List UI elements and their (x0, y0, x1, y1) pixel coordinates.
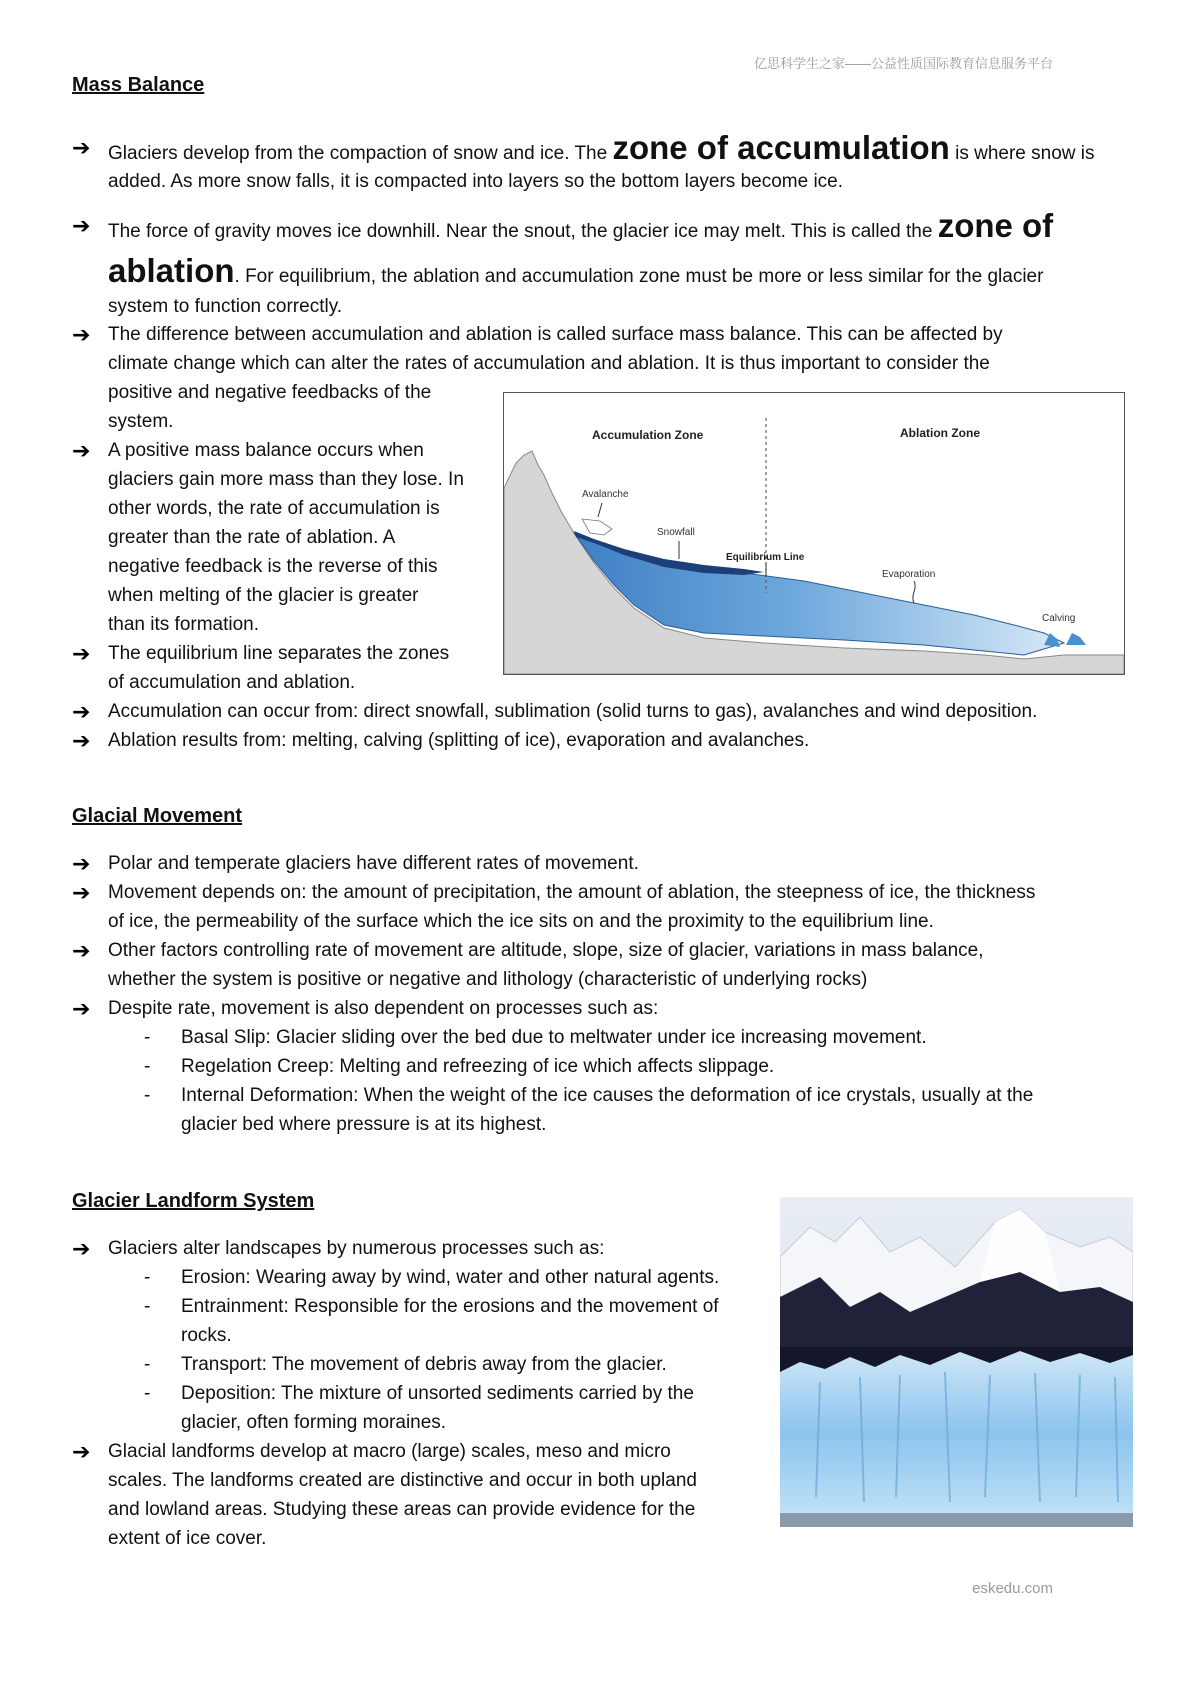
bullet-text: glaciers gain more mass than they lose. In (108, 469, 464, 490)
bullet-text: Ablation results from: melting, calving (splitting of ice), evaporation and avalanches. (108, 730, 810, 751)
arrow-icon: ➔ (72, 322, 91, 347)
bullet-text: Glaciers develop from the compaction of snow and ice. The zone of accumulation is where snow is (108, 129, 1095, 166)
arrow-icon: ➔ (72, 213, 91, 238)
label-snowfall: Snowfall (657, 527, 695, 538)
sub-bullet-text: Deposition: The mixture of unsorted sediments carried by the (181, 1383, 694, 1404)
arrow-icon: ➔ (72, 699, 91, 724)
label-avalanche: Avalanche (582, 489, 629, 500)
bullet-text: Glacial landforms develop at macro (large) scales, meso and micro (108, 1441, 671, 1462)
bullet-text: greater than the rate of ablation. A (108, 527, 396, 548)
avalanche-arrow (598, 503, 602, 517)
bullet-text: Polar and temperate glaciers have different rates of movement. (108, 853, 639, 874)
bullet-text: of ice, the permeability of the surface which the ice sits on and the proximity to the equilibrium line. (108, 911, 934, 932)
bullet-text: Accumulation can occur from: direct snowfall, sublimation (solid turns to gas), avalanches and wind deposition. (108, 701, 1038, 722)
section-heading-glacial-movement: Glacial Movement (72, 805, 243, 827)
key-term: zone of (937, 207, 1054, 244)
sub-bullet-text: Internal Deformation: When the weight of the ice causes the deformation of ice crystals, usually at the (181, 1085, 1034, 1106)
arrow-icon: ➔ (72, 641, 91, 666)
arrow-icon: ➔ (72, 996, 91, 1021)
arrow-icon: ➔ (72, 728, 91, 753)
bullet-text: when melting of the glacier is greater (108, 585, 419, 606)
sub-bullet-text: glacier bed where pressure is at its highest. (181, 1114, 547, 1135)
sub-bullet-text: Erosion: Wearing away by wind, water and other natural agents. (181, 1267, 720, 1288)
bullet-text: positive and negative feedbacks of the (108, 382, 432, 403)
section-heading-mass-balance: Mass Balance (72, 74, 205, 96)
sub-bullet-text: Regelation Creep: Melting and refreezing of ice which affects slippage. (181, 1056, 775, 1077)
dash-marker: - (144, 1027, 151, 1048)
bullet-text: Other factors controlling rate of movement are altitude, slope, size of glacier, variations in mass balance, (108, 940, 984, 961)
key-term: ablation (108, 252, 235, 289)
bullet-text: scales. The landforms created are distinctive and occur in both upland (108, 1470, 697, 1491)
arrow-icon: ➔ (72, 1236, 91, 1261)
bullet-text: and lowland areas. Studying these areas can provide evidence for the (108, 1499, 696, 1520)
avalanche-debris-shape (582, 519, 612, 535)
bullet-text: system. (108, 411, 174, 432)
bullet-text: The difference between accumulation and ablation is called surface mass balance. This can be affected by (108, 324, 1003, 345)
label-calving: Calving (1042, 613, 1076, 624)
bullet-text: than its formation. (108, 614, 260, 635)
iceberg-shape (1066, 633, 1086, 645)
arrow-icon: ➔ (72, 438, 91, 463)
dash-marker: - (144, 1354, 151, 1375)
bullet-text: system to function correctly. (108, 296, 343, 317)
arrow-icon: ➔ (72, 880, 91, 905)
diagram-svg (504, 393, 1124, 674)
key-term: zone of accumulation (612, 129, 950, 166)
label-accumulation-zone: Accumulation Zone (592, 428, 704, 442)
dash-marker: - (144, 1296, 151, 1317)
glacier-photo-svg (780, 1197, 1133, 1527)
dash-marker: - (144, 1085, 151, 1106)
bullet-text: whether the system is positive or negative and lithology (characteristic of underlying rocks) (108, 969, 868, 990)
label-equilibrium-line: Equilibrium Line (726, 552, 805, 563)
bullet-text: The force of gravity moves ice downhill. Near the snout, the glacier ice may melt. This is called the zone of (108, 207, 1054, 244)
sub-bullet-text: Entrainment: Responsible for the erosions and the movement of (181, 1296, 719, 1317)
glacier-mass-balance-diagram (503, 392, 1125, 675)
bullet-text: extent of ice cover. (108, 1528, 267, 1549)
watermark-header: 亿思科学生之家——公益性质国际教育信息服务平台 (753, 56, 1053, 71)
section-heading-landform-system: Glacier Landform System (72, 1190, 315, 1212)
water (780, 1513, 1133, 1527)
sub-bullet-text: rocks. (181, 1325, 232, 1346)
bullet-text: climate change which can alter the rates of accumulation and ablation. It is thus important to consider the (108, 353, 990, 374)
bullet-text: negative feedback is the reverse of this (108, 556, 438, 577)
glacier-photo (780, 1197, 1133, 1527)
dash-marker: - (144, 1267, 151, 1288)
bullet-text: The equilibrium line separates the zones (108, 643, 450, 664)
bullet-text: Despite rate, movement is also dependent on processes such as: (108, 998, 659, 1019)
bullet-text: A positive mass balance occurs when (108, 440, 424, 461)
evaporation-arrow (913, 581, 915, 603)
sub-bullet-text: Transport: The movement of debris away from the glacier. (181, 1354, 667, 1375)
arrow-icon: ➔ (72, 1439, 91, 1464)
label-ablation-zone: Ablation Zone (900, 426, 980, 440)
arrow-icon: ➔ (72, 851, 91, 876)
sub-bullet-text: glacier, often forming moraines. (181, 1412, 447, 1433)
dash-marker: - (144, 1056, 151, 1077)
sub-bullet-text: Basal Slip: Glacier sliding over the bed due to meltwater under ice increasing movement. (181, 1027, 927, 1048)
bullet-text: other words, the rate of accumulation is (108, 498, 440, 519)
bullet-text: added. As more snow falls, it is compacted into layers so the bottom layers become ice. (108, 171, 844, 192)
arrow-icon: ➔ (72, 938, 91, 963)
bullet-text: ablation. For equilibrium, the ablation and accumulation zone must be more or less similar for the glacier (108, 252, 1044, 289)
label-evaporation: Evaporation (882, 569, 936, 580)
bullet-text: Movement depends on: the amount of precipitation, the amount of ablation, the steepness of ice, the thickness (108, 882, 1036, 903)
bullet-text: of accumulation and ablation. (108, 672, 356, 693)
dash-marker: - (144, 1383, 151, 1404)
watermark-footer: eskedu.com (972, 1580, 1053, 1597)
arrow-icon: ➔ (72, 135, 91, 160)
bullet-text: Glaciers alter landscapes by numerous processes such as: (108, 1238, 605, 1259)
